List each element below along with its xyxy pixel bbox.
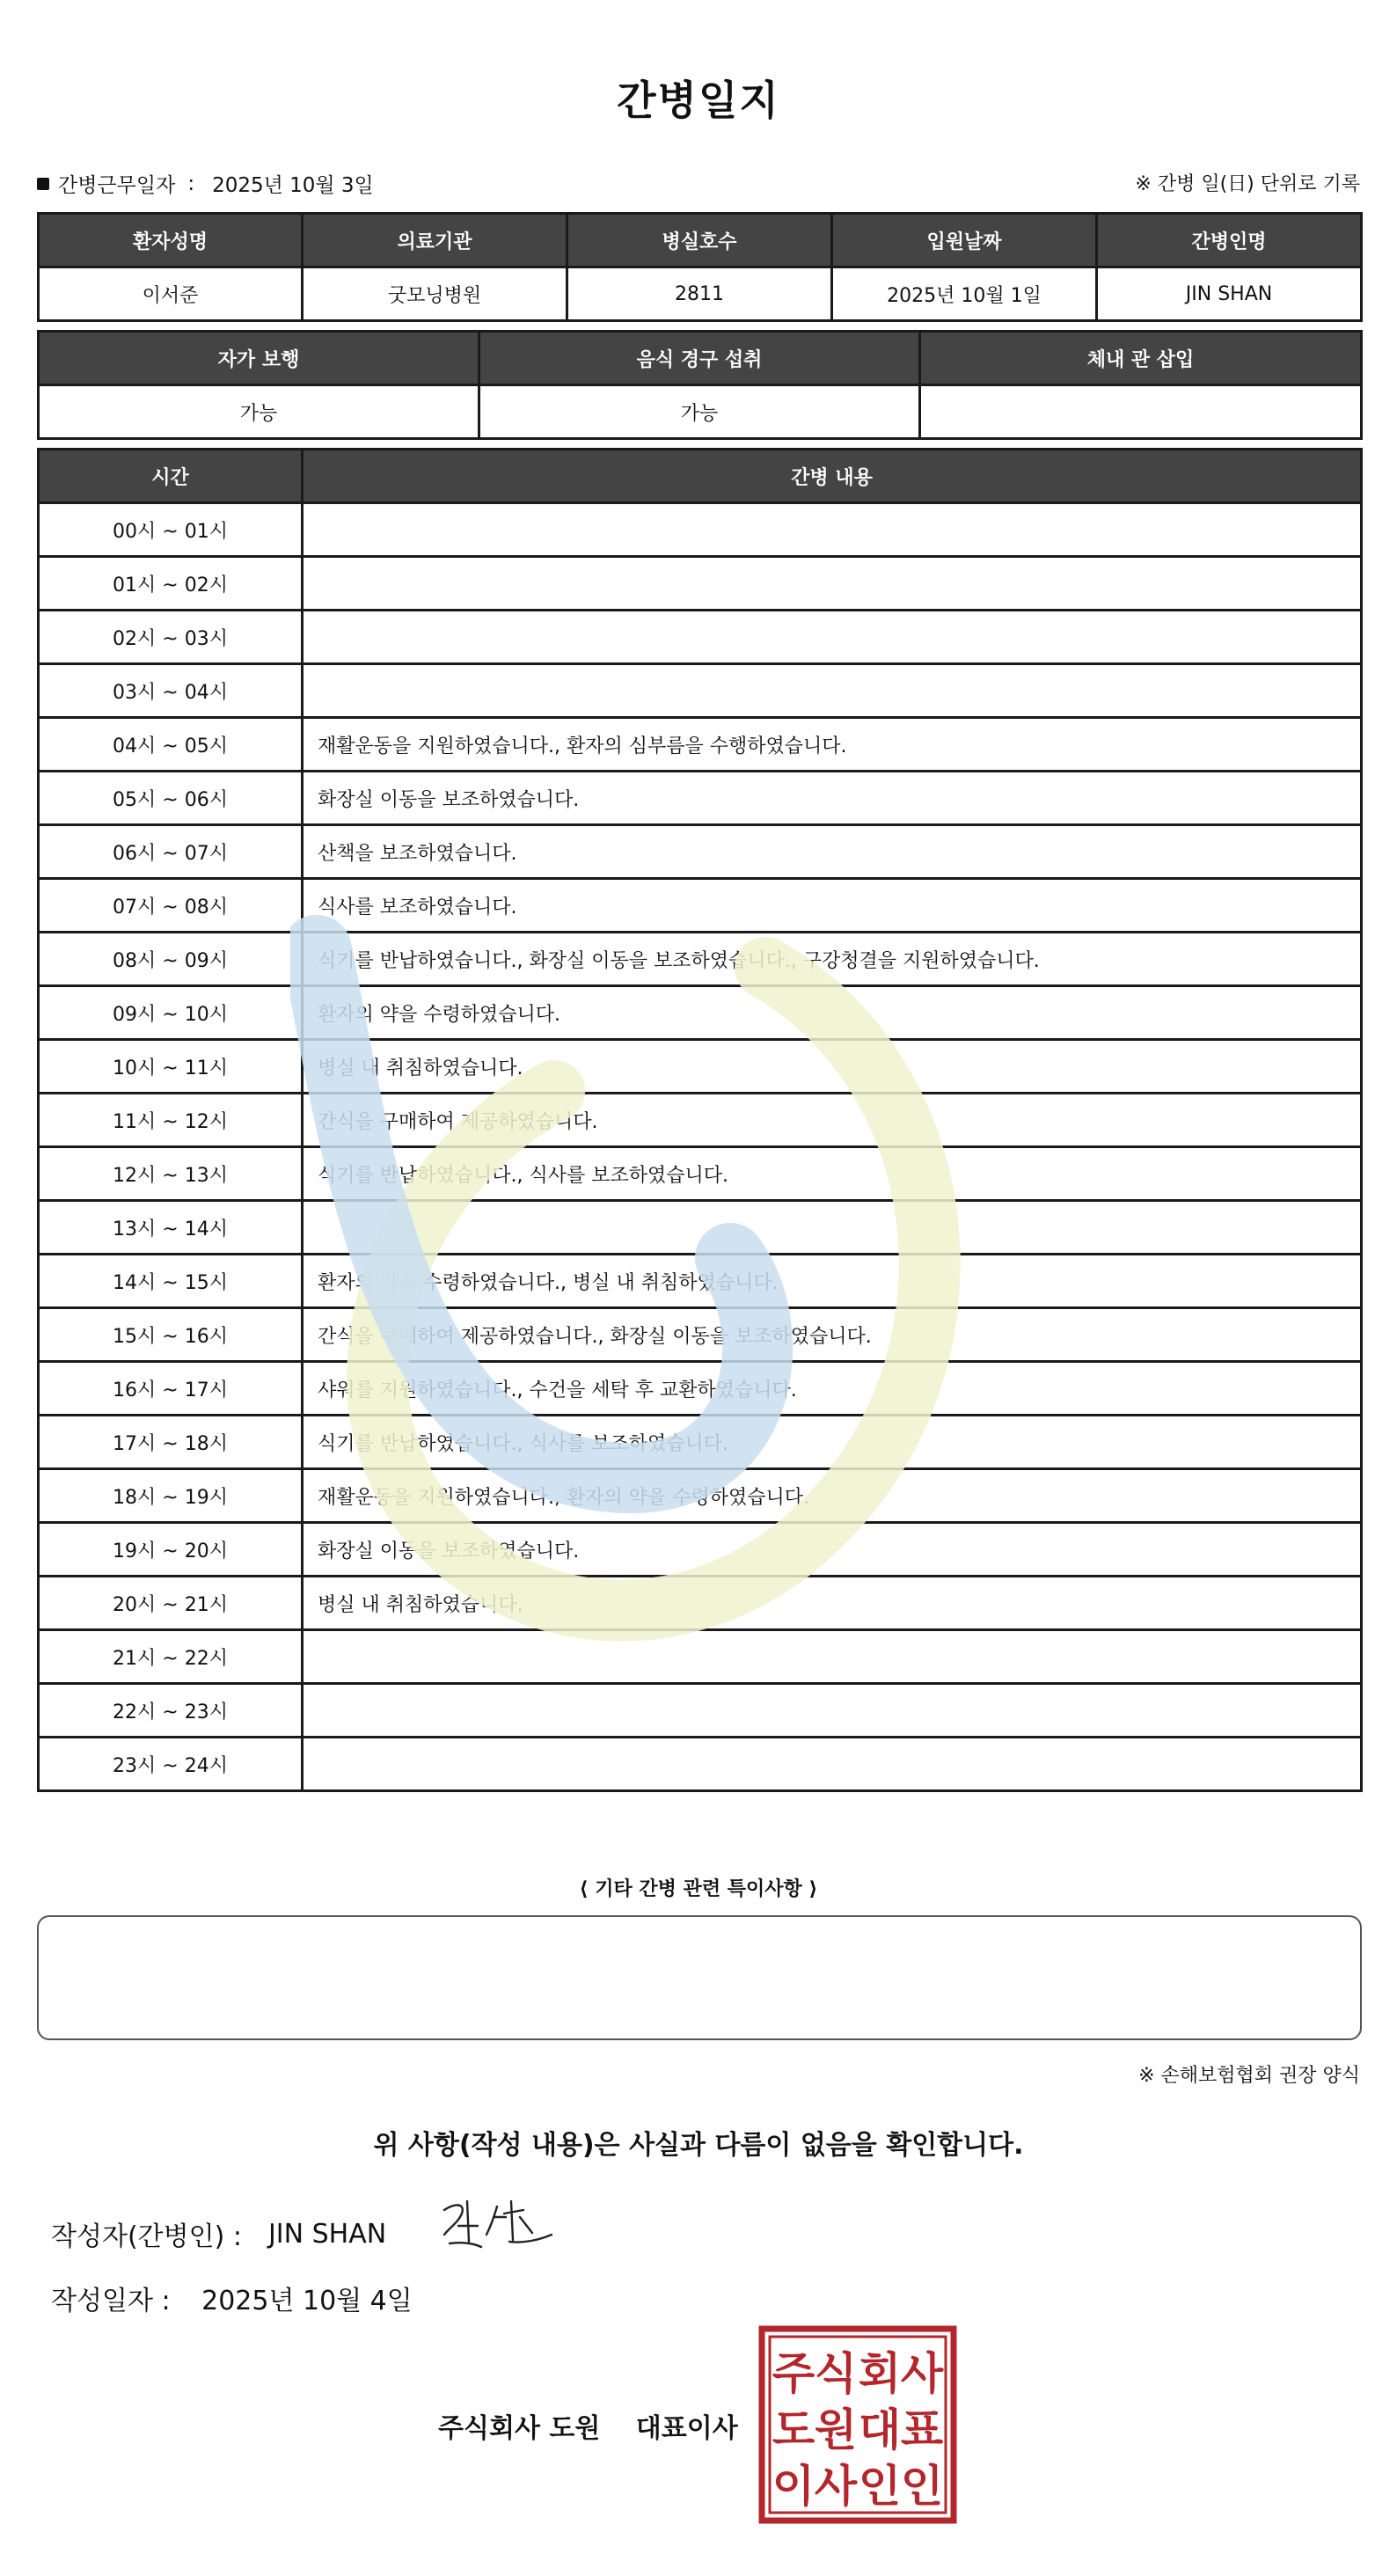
writer-name: JIN SHAN	[267, 2218, 387, 2250]
care-log-row	[39, 1523, 1362, 1577]
unit-note: ※ 간병 일(日) 단위로 기록	[1135, 173, 1360, 195]
document-title: 간병일지	[617, 77, 780, 124]
care-log-content: 산책을 보조하였습니다.	[303, 825, 1362, 879]
care-log-row	[39, 718, 1362, 772]
care-log-content	[303, 1738, 1362, 1791]
svg-text:사: 사	[900, 2348, 944, 2399]
care-log-time: 23시 ~ 24시	[39, 1738, 303, 1791]
care-log-row	[39, 825, 1362, 879]
company-ceo-title: 대표이사	[635, 2413, 738, 2444]
care-log-content: 화장실 이동을 보조하였습니다.	[303, 1523, 1362, 1577]
bullet-square-icon	[37, 178, 49, 190]
care-log-time: 03시 ~ 04시	[39, 664, 303, 718]
care-log-row	[39, 1094, 1362, 1147]
care-log-row	[39, 1684, 1362, 1738]
notes-title: ⟨ 기타 간병 관련 특이사항 ⟩	[579, 1878, 818, 1900]
work-date-label: 간병근무일자	[58, 174, 176, 197]
writer-label: 작성자(간병인) :	[51, 2221, 242, 2252]
care-log-time: 12시 ~ 13시	[39, 1147, 303, 1201]
care-log-content: 간식을 구매하여 제공하였습니다., 화장실 이동을 보조하였습니다.	[303, 1308, 1362, 1362]
patient-status-value-row	[39, 385, 1362, 439]
care-log-row	[39, 986, 1362, 1040]
care-log-content: 환자의 약을 수령하였습니다.	[303, 986, 1362, 1040]
work-date	[37, 169, 374, 198]
care-log-content	[303, 664, 1362, 718]
care-log-time: 14시 ~ 15시	[39, 1255, 303, 1308]
care-log-time: 00시 ~ 01시	[39, 503, 303, 557]
care-log-content	[303, 1630, 1362, 1684]
care-log-row	[39, 1416, 1362, 1469]
care-log-content: 식기를 반납하였습니다., 화장실 이동을 보조하였습니다., 구강청결을 지원하였습니다.	[303, 933, 1362, 986]
care-log-table	[37, 448, 1363, 1792]
care-log-time: 21시 ~ 22시	[39, 1630, 303, 1684]
care-log-row	[39, 503, 1362, 557]
care-log-time: 01시 ~ 02시	[39, 557, 303, 611]
writer-row	[51, 2214, 386, 2253]
patient-info-value-row	[39, 267, 1362, 321]
header-patient-name: 환자성명	[39, 214, 303, 267]
patient-info-table	[37, 212, 1363, 322]
care-log-content: 식기를 반납하였습니다., 식사를 보조하였습니다.	[303, 1147, 1362, 1201]
patient-status-table	[37, 330, 1363, 440]
care-log-row	[39, 1040, 1362, 1094]
header-self-walking: 자가 보행	[39, 332, 479, 385]
care-log-content: 병실 내 취침하였습니다.	[303, 1577, 1362, 1630]
handwritten-signature	[435, 2191, 559, 2261]
svg-text:인: 인	[858, 2461, 902, 2512]
care-log-content: 환자의 약을 수령하였습니다., 병실 내 취침하였습니다.	[303, 1255, 1362, 1308]
svg-text:주: 주	[772, 2348, 816, 2399]
care-log-row	[39, 1577, 1362, 1630]
care-log-row	[39, 1201, 1362, 1255]
care-log-content	[303, 1684, 1362, 1738]
care-log-time: 06시 ~ 07시	[39, 825, 303, 879]
care-log-content	[303, 611, 1362, 664]
care-log-row	[39, 1255, 1362, 1308]
care-log-row	[39, 1147, 1362, 1201]
header-care-content: 간병 내용	[303, 450, 1362, 503]
work-date-colon: :	[187, 172, 195, 195]
work-date-value: 2025년 10월 3일	[212, 174, 374, 197]
header-admission-date: 입원날짜	[832, 214, 1097, 267]
room-number: 2811	[567, 267, 832, 321]
care-log-time: 09시 ~ 10시	[39, 986, 303, 1040]
care-log-content	[303, 503, 1362, 557]
care-log-time: 13시 ~ 14시	[39, 1201, 303, 1255]
company-name: 주식회사 도원	[438, 2413, 601, 2444]
self-walking-value: 가능	[39, 385, 479, 439]
written-date-row	[51, 2279, 413, 2317]
svg-text:식: 식	[814, 2348, 858, 2399]
care-log-content: 재활운동을 지원하였습니다., 환자의 약을 수령하였습니다.	[303, 1469, 1362, 1523]
care-log-content: 화장실 이동을 보조하였습니다.	[303, 772, 1362, 825]
care-log-time: 02시 ~ 03시	[39, 611, 303, 664]
admission-date: 2025년 10월 1일	[832, 267, 1097, 321]
caregiver-name: JIN SHAN	[1097, 267, 1362, 321]
care-log-content: 간식을 구매하여 제공하였습니다.	[303, 1094, 1362, 1147]
patient-info-header-row	[39, 214, 1362, 267]
care-log-time: 16시 ~ 17시	[39, 1362, 303, 1416]
care-log-time: 17시 ~ 18시	[39, 1416, 303, 1469]
company-seal	[758, 2325, 957, 2524]
care-log-content	[303, 1201, 1362, 1255]
care-log-content: 식기를 반납하였습니다., 식사를 보조하였습니다.	[303, 1416, 1362, 1469]
care-log-time: 11시 ~ 12시	[39, 1094, 303, 1147]
care-log-content: 샤워를 지원하였습니다., 수건을 세탁 후 교환하였습니다.	[303, 1362, 1362, 1416]
header-time: 시간	[39, 450, 303, 503]
care-log-content: 재활운동을 지원하였습니다., 환자의 심부름을 수행하였습니다.	[303, 718, 1362, 772]
care-log-time: 19시 ~ 20시	[39, 1523, 303, 1577]
care-log-row	[39, 611, 1362, 664]
svg-text:도: 도	[772, 2404, 816, 2455]
care-log-content: 병실 내 취침하였습니다.	[303, 1040, 1362, 1094]
care-log-row	[39, 879, 1362, 933]
written-date-value: 2025년 10월 4일	[201, 2286, 413, 2316]
care-log-content	[303, 557, 1362, 611]
care-log-row	[39, 1469, 1362, 1523]
svg-text:대: 대	[858, 2404, 902, 2455]
svg-text:인: 인	[900, 2461, 944, 2512]
svg-text:표: 표	[900, 2404, 944, 2455]
oral-intake-value: 가능	[479, 385, 920, 439]
care-log-content: 식사를 보조하였습니다.	[303, 879, 1362, 933]
recommend-note: ※ 손해보험협회 권장 양식	[1138, 2065, 1360, 2087]
care-log-row	[39, 1362, 1362, 1416]
header-room-number: 병실호수	[567, 214, 832, 267]
tube-insertion-value	[920, 385, 1362, 439]
care-log-time: 07시 ~ 08시	[39, 879, 303, 933]
company-signature-line	[438, 2406, 738, 2445]
care-log-row	[39, 1738, 1362, 1791]
care-log-row	[39, 1630, 1362, 1684]
confirmation-statement: 위 사항(작성 내용)은 사실과 다름이 없음을 확인합니다.	[373, 2130, 1024, 2161]
care-log-row	[39, 664, 1362, 718]
care-log-row	[39, 1308, 1362, 1362]
notes-box[interactable]	[37, 1915, 1362, 2040]
header-hospital: 의료기관	[303, 214, 567, 267]
written-date-label: 작성일자 :	[51, 2286, 171, 2316]
svg-text:사: 사	[814, 2461, 858, 2512]
hospital-name: 굿모닝병원	[303, 267, 567, 321]
work-date-row	[37, 169, 1360, 201]
care-log-time: 15시 ~ 16시	[39, 1308, 303, 1362]
care-log-time: 22시 ~ 23시	[39, 1684, 303, 1738]
care-log-time: 10시 ~ 11시	[39, 1040, 303, 1094]
care-log-time: 08시 ~ 09시	[39, 933, 303, 986]
care-log-row	[39, 772, 1362, 825]
patient-name: 이서준	[39, 267, 303, 321]
care-log-row	[39, 933, 1362, 986]
care-log-time: 05시 ~ 06시	[39, 772, 303, 825]
care-log-row	[39, 557, 1362, 611]
care-log-time: 04시 ~ 05시	[39, 718, 303, 772]
header-oral-intake: 음식 경구 섭취	[479, 332, 920, 385]
care-log-time: 20시 ~ 21시	[39, 1577, 303, 1630]
header-tube-insertion: 체내 관 삽입	[920, 332, 1362, 385]
svg-text:회: 회	[858, 2348, 902, 2399]
care-log-header-row	[39, 450, 1362, 503]
svg-text:원: 원	[814, 2404, 858, 2455]
patient-status-header-row	[39, 332, 1362, 385]
care-log-body	[39, 503, 1362, 1791]
header-caregiver-name: 간병인명	[1097, 214, 1362, 267]
svg-text:이: 이	[772, 2461, 816, 2512]
care-log-time: 18시 ~ 19시	[39, 1469, 303, 1523]
